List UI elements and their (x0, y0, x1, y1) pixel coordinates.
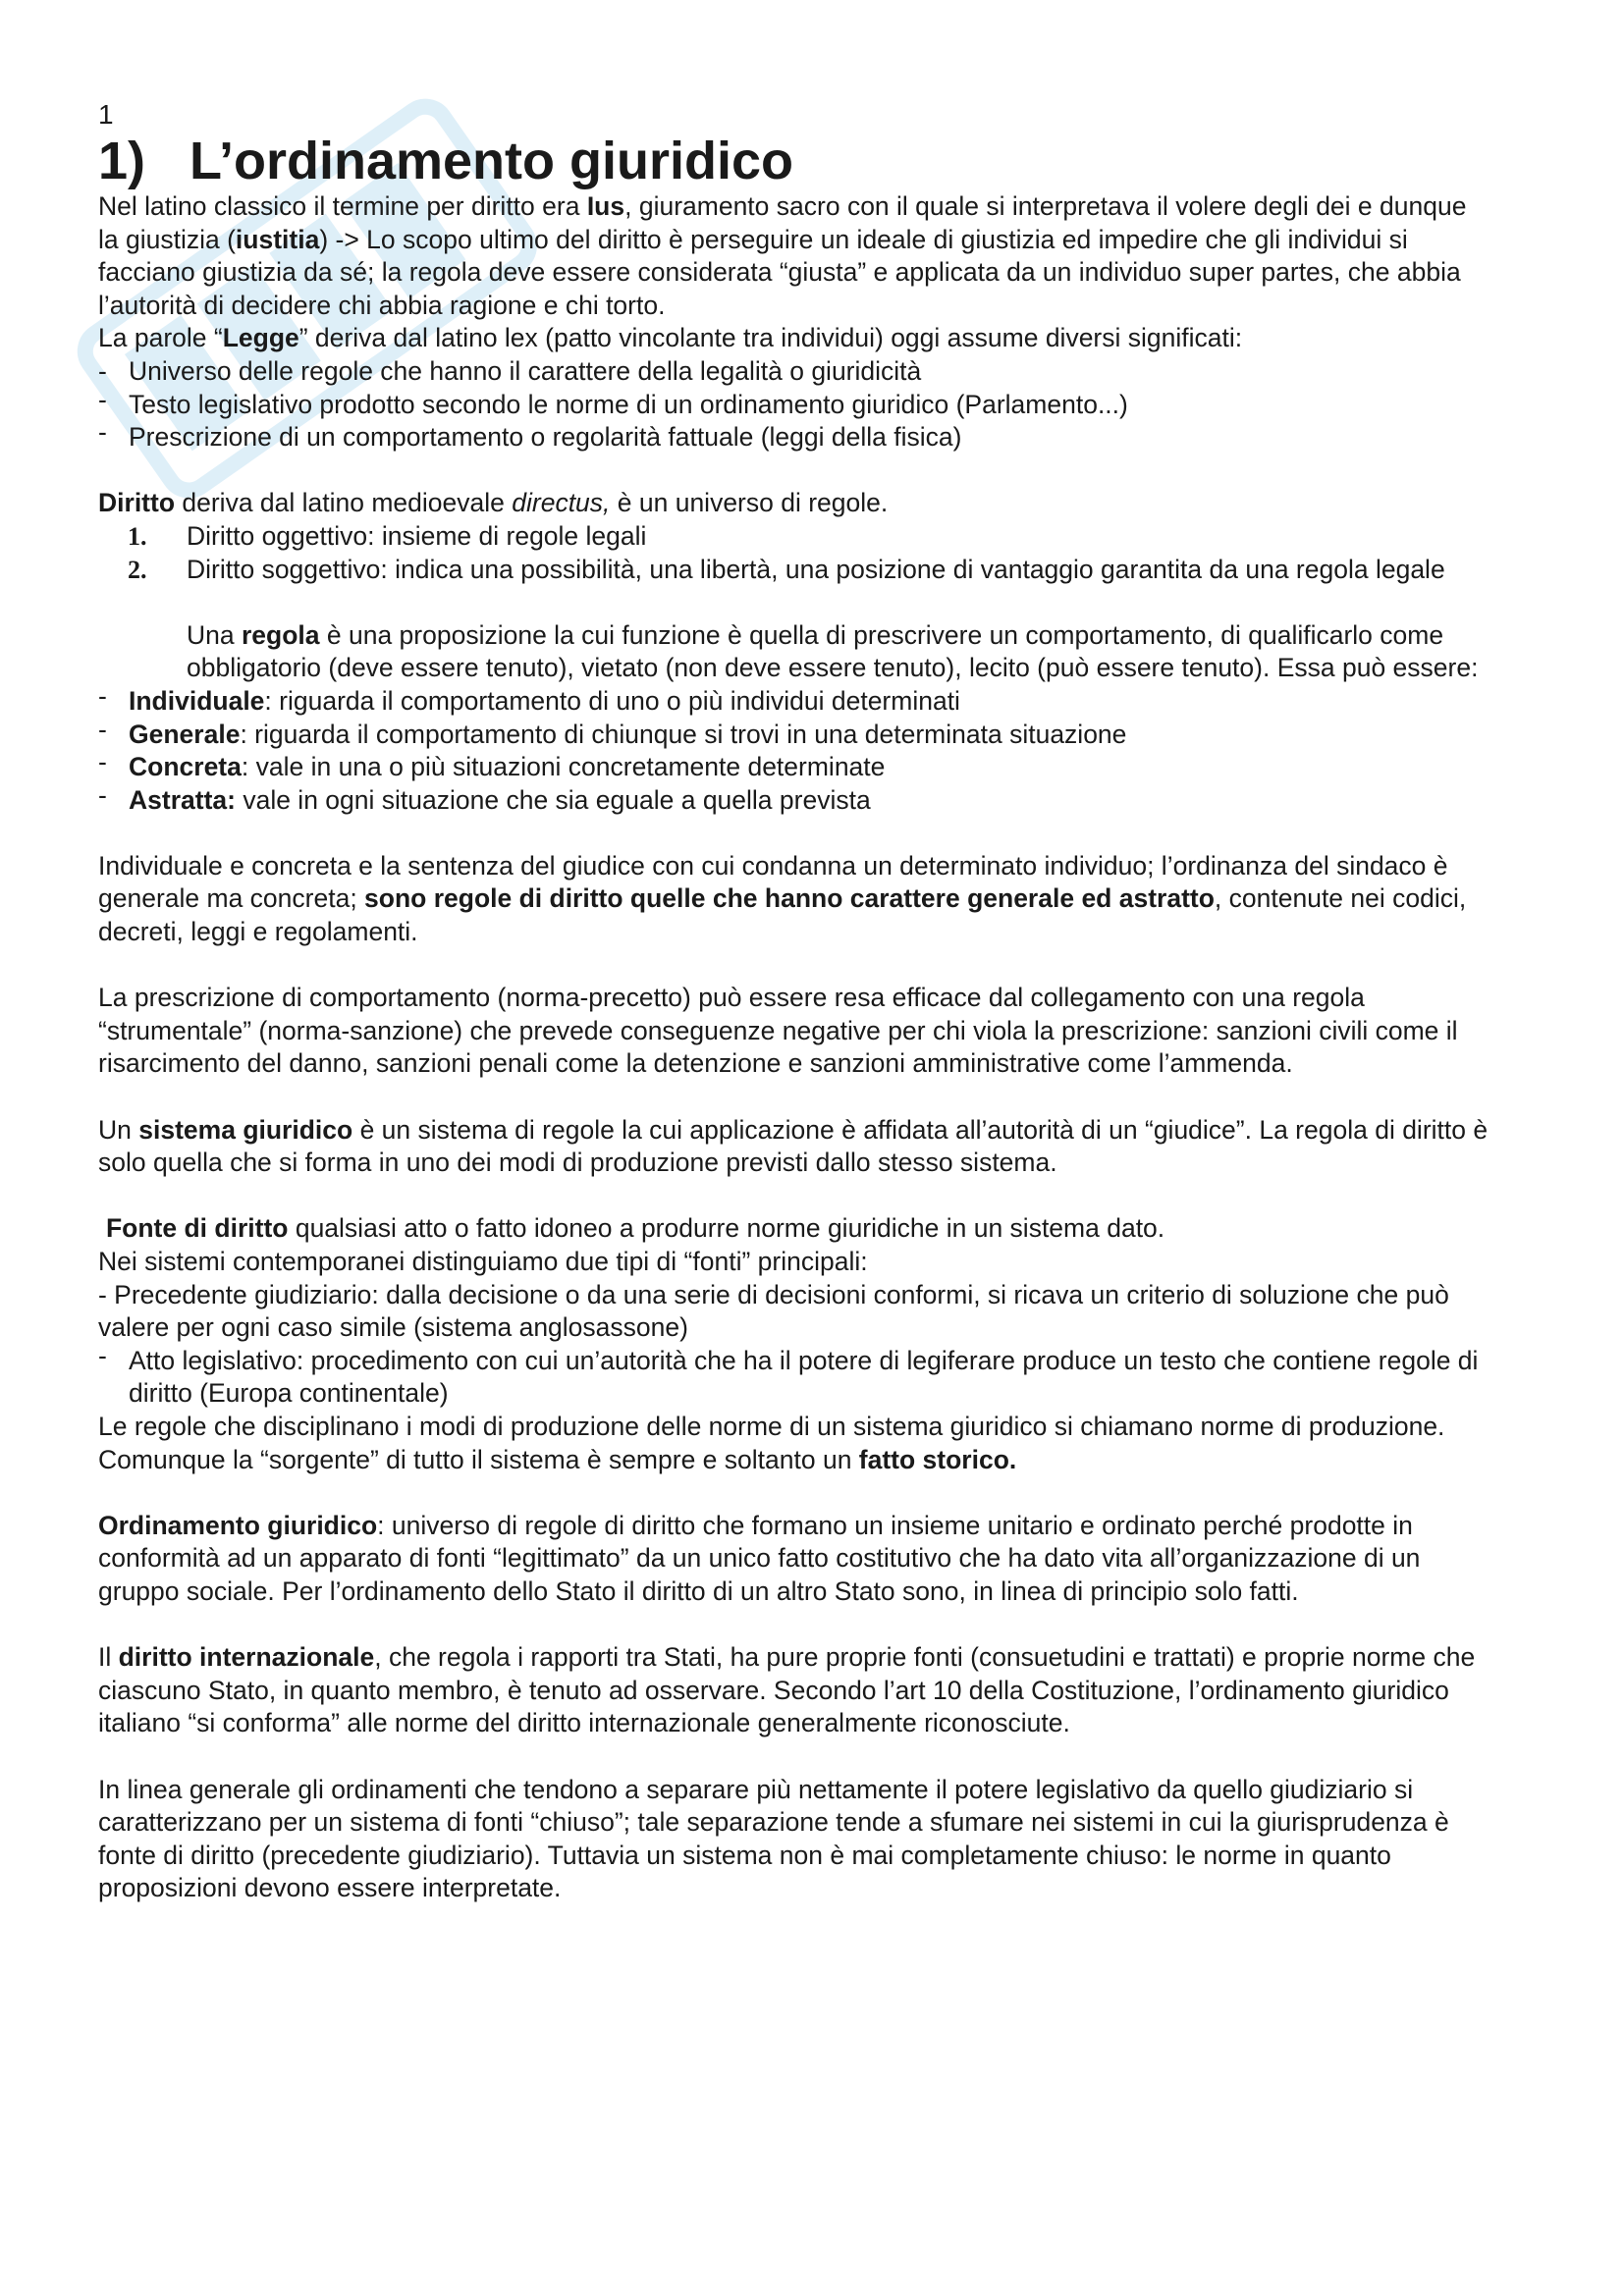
paragraph-individuale: Individuale e concreta e la sentenza del giudice con cui condanna un determinato individuo; l’ordinanza del sindaco è generale ma concreta; sono regole di diritto quelle che hanno carattere generale ed astratto, contenute nei codici, decreti, leggi e regolamenti. (98, 850, 1467, 947)
list-item: - Individuale: riguarda il comportamento di uno o più individui determinati (98, 680, 960, 716)
list-item: - Astratta: vale in ogni situazione che sia eguale a quella prevista (98, 779, 871, 815)
paragraph-prescrizione: La prescrizione di comportamento (norma-precetto) può essere resa efficace dal collegamento con una regola “strumentale” (norma-sanzione) che prevede conseguenze negative per chi viola la prescrizione: sanzioni civili come il risarcimento del danno, sanzioni penali come la detenzione e sanzioni amministrative come l’ammenda. (98, 983, 1458, 1079)
paragraph-regola: Una regola è una proposizione la cui funzione è quella di prescrivere un comportamento, di qualificarlo come obbligatorio (deve essere tenuto), vietato (non deve essere tenuto), lecito (può essere tenuto). Essa può essere: (187, 619, 1479, 683)
list-item: - Prescrizione di un comportamento o regolarità fattuale (leggi della fisica) (98, 417, 962, 453)
regola-types-list (98, 680, 1492, 817)
document-page (98, 98, 1492, 1905)
paragraph-norme-produzione: Le regole che disciplinano i modi di produzione delle norme di un sistema giuridico si chiamano norme di produzione. Comunque la “sorgente” di tutto il sistema è sempre e soltanto un fatto storico. (98, 1411, 1445, 1474)
list-item: 2. Diritto soggettivo: indica una possibilità, una libertà, una posizione di vantaggio garantita da una regola legale (128, 554, 1445, 584)
paragraph-fonte-di-diritto: Fonte di diritto qualsiasi atto o fatto idoneo a produrre norme giuridiche in un sistema dato. (106, 1213, 1165, 1244)
diritto-types-list (98, 520, 1492, 586)
list-item: 1. Diritto oggettivo: insieme di regole legali (128, 520, 647, 551)
title-number: 1) (98, 132, 146, 190)
paragraph-ius: Nel latino classico il termine per diritto era Ius, giuramento sacro con il quale si interpretava il volere degli dei e dunque la giustizia (iustitia) -> Lo scopo ultimo del diritto è perseguire un ideale di giustizia ed impedire che gli individui si facciano giustizia da sé; la regola deve essere considerata “giusta” e applicata da un individuo super partes, che abbia l’autorità di decidere chi abbia ragione e chi torto. (98, 191, 1467, 320)
page-number: 1 (98, 99, 114, 130)
list-item: - Concreta: vale in una o più situazioni concretamente determinate (98, 747, 886, 782)
paragraph-legge: La parole “Legge” deriva dal latino lex (patto vincolante tra individui) oggi assume diversi significati: (98, 323, 1243, 353)
paragraph-ordinamento: Ordinamento giuridico: universo di regole di diritto che formano un insieme unitario e ordinato perché prodotte in conformità ad un apparato di fonti “legittimato” da un unico fatto costitutivo che ha dato vita all’organizzazione di un gruppo sociale. Per l’ordinamento dello Stato il diritto di un altro Stato sono, in linea di principio solo fatti. (98, 1510, 1421, 1606)
list-item: - Precedente giudiziario: dalla decisione o da una serie di decisioni conformi, si ricava un criterio di soluzione che può valere per ogni caso simile (sistema anglosassone) (98, 1279, 1449, 1343)
page-title (98, 132, 1492, 190)
title-text: L’ordinamento giuridico (189, 132, 794, 190)
list-item: - Testo legislativo prodotto secondo le norme di un ordinamento giuridico (Parlamento...) (98, 384, 1128, 419)
paragraph-fonti-intro: Nei sistemi contemporanei distinguiamo due tipi di “fonti” principali: (98, 1247, 868, 1276)
list-item: - Generale: riguarda il comportamento di chiunque si trovi in una determinata situazione (98, 714, 1127, 749)
list-item: - Atto legislativo: procedimento con cui un’autorità che ha il potere di legiferare produce un testo che contiene regole di diritto (Europa continentale) (98, 1340, 1479, 1409)
list-item: - Universo delle regole che hanno il carattere della legalità o giuridicità (98, 355, 922, 386)
paragraph-diritto: Diritto deriva dal latino medioevale directus, è un universo di regole. (98, 488, 889, 518)
fonti-list (98, 1279, 1492, 1411)
legge-meanings-list (98, 355, 1492, 454)
paragraph-linea-generale: In linea generale gli ordinamenti che tendono a separare più nettamente il potere legislativo da quello giudiziario si caratterizzano per un sistema di fonti “chiuso”; tale separazione tende a sfumare nei sistemi in cui la giurisprudenza è fonte di diritto (precedente giudiziario). Tuttavia un sistema non è mai completamente chiuso: le norme in quanto proposizioni devono essere interpretate. (98, 1774, 1449, 1903)
paragraph-diritto-internazionale: Il diritto internazionale, che regola i rapporti tra Stati, ha pure proprie fonti (consuetudini e trattati) e proprie norme che ciascuno Stato, in quanto membro, è tenuto ad osservare. Secondo l’art 10 della Costituzione, l’ordinamento giuridico italiano “si conforma” alle norme del diritto internazionale generalmente riconosciute. (98, 1642, 1476, 1738)
paragraph-sistema-giuridico: Un sistema giuridico è un sistema di regole la cui applicazione è affidata all’autorità di un “giudice”. La regola di diritto è solo quella che si forma in uno dei modi di produzione previsti dallo stesso sistema. (98, 1114, 1489, 1178)
